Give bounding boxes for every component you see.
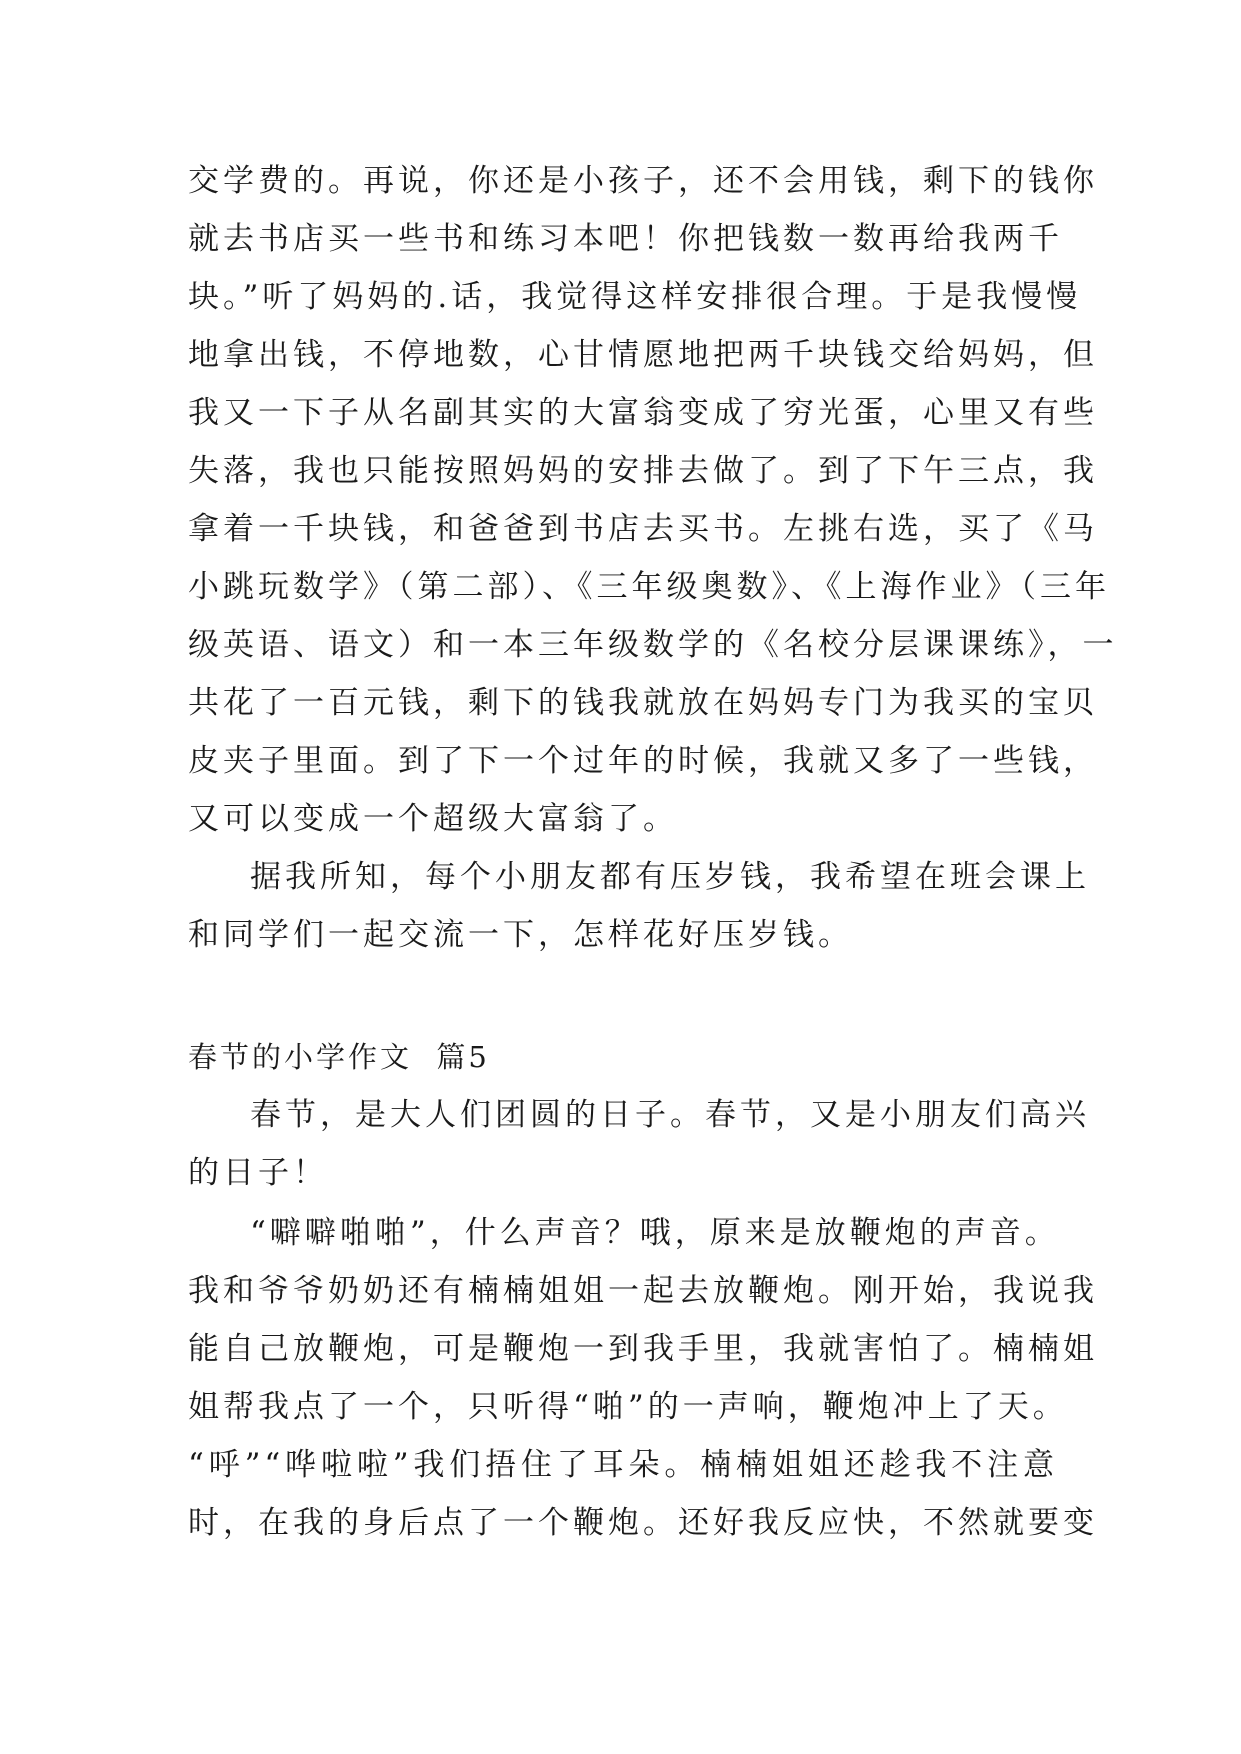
text-line: 和同学们一起交流一下，怎样花好压岁钱。	[188, 917, 853, 953]
text-line: 能自己放鞭炮，可是鞭炮一到我手里，我就害怕了。楠楠姐	[188, 1331, 1098, 1367]
section-heading: 春节的小学作文 篇5	[188, 1040, 490, 1074]
text-line: 春节，是大人们团圆的日子。春节，又是小朋友们高兴	[250, 1097, 1090, 1133]
text-line: 拿着一千块钱，和爸爸到书店去买书。左挑右选，买了《马	[188, 511, 1098, 547]
text-line: 又可以变成一个超级大富翁了。	[188, 801, 678, 837]
text-line: 失落，我也只能按照妈妈的安排去做了。到了下午三点，我	[188, 453, 1098, 489]
text-line: 时，在我的身后点了一个鞭炮。还好我反应快，不然就要变	[188, 1505, 1098, 1541]
paragraph-spring-festival-intro	[188, 1086, 1090, 1202]
text-line: 我和爷爷奶奶还有楠楠姐姐一起去放鞭炮。刚开始，我说我	[188, 1273, 1098, 1309]
text-line: 皮夹子里面。到了下一个过年的时候，我就又多了一些钱，	[188, 743, 1098, 779]
text-line: 块。”听了妈妈的.话，我觉得这样安排很合理。于是我慢慢	[188, 279, 1082, 315]
text-line: 交学费的。再说，你还是小孩子，还不会用钱，剩下的钱你	[188, 163, 1098, 199]
paragraph-firecrackers	[188, 1204, 1098, 1552]
text-line: 共花了一百元钱，剩下的钱我就放在妈妈专门为我买的宝贝	[188, 685, 1098, 721]
text-line: 的日子！	[188, 1155, 328, 1191]
text-line: 地拿出钱，不停地数，心甘情愿地把两千块钱交给妈妈，但	[188, 337, 1098, 373]
text-line: 小跳玩数学》（第二部）、《三年级奥数》、《上海作业》（三年	[188, 569, 1110, 605]
text-line: “呼”“哗啦啦”我们捂住了耳朵。楠楠姐姐还趁我不注意	[188, 1447, 1058, 1483]
text-line: 级英语、语文）和一本三年级数学的《名校分层课课练》，一	[188, 627, 1118, 663]
text-line: 就去书店买一些书和练习本吧！你把钱数一数再给我两千	[188, 221, 1063, 257]
text-line: 据我所知，每个小朋友都有压岁钱，我希望在班会课上	[250, 859, 1090, 895]
text-line: 姐帮我点了一个，只听得“啪”的一声响，鞭炮冲上了天。	[188, 1389, 1068, 1425]
paragraph-pocket-money	[188, 848, 1090, 964]
text-line: 我又一下子从名副其实的大富翁变成了穷光蛋，心里又有些	[188, 395, 1098, 431]
paragraph-continuation	[188, 152, 1118, 848]
text-line: “噼噼啪啪”，什么声音？哦，原来是放鞭炮的声音。	[250, 1215, 1060, 1251]
